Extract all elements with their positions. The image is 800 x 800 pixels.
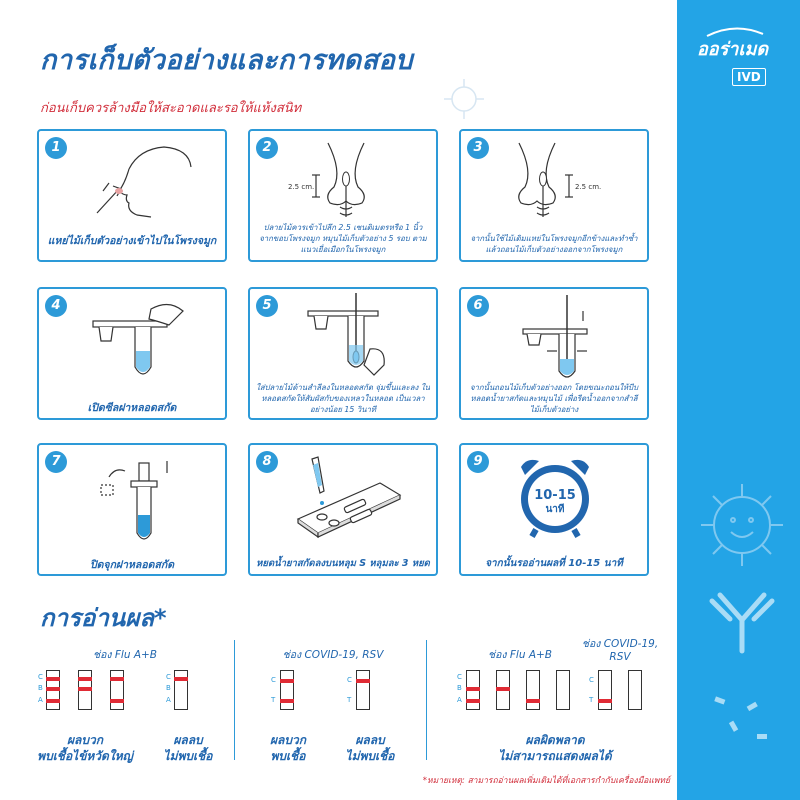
step-card-4 <box>37 287 227 420</box>
step-caption: จากนั้นรออ่านผลที่ 10-15 นาที <box>485 558 623 569</box>
result-line <box>598 699 612 703</box>
channel-label-covid: ช่อง COVID-19, RSV <box>581 638 659 663</box>
result-line <box>280 699 294 703</box>
strip-letter: T <box>271 696 276 704</box>
divider <box>234 640 235 760</box>
step-card-2 <box>248 129 438 262</box>
result-line <box>496 687 510 691</box>
step-number: 3 <box>467 137 489 159</box>
step-caption: เปิดซีลฝาหลอดสกัด <box>87 402 177 414</box>
molecule-decoration-icon <box>707 690 777 760</box>
result-line <box>280 679 294 683</box>
test-strip <box>466 670 480 710</box>
step-caption: จากนั้นใช้ไม้เดิมแหย่ในโพรงจมูกอีกข้างและทำซ้ำ แล้วถอนไม้เก็บตัวอย่างออกจากโพรงจมูก <box>470 234 638 254</box>
result-line <box>356 679 370 683</box>
channel-label: ช่อง Flu A+B <box>487 649 553 661</box>
close-cap-illustration <box>39 445 225 574</box>
channel-label: ช่อง COVID-19, RSV <box>282 649 384 661</box>
timer-value: 10-15 <box>534 488 576 503</box>
step-number: 6 <box>467 295 489 317</box>
step-card-3 <box>459 129 649 262</box>
step-caption: ปิดจุกฝาหลอดสกัด <box>89 559 175 571</box>
strip-letter: B <box>38 684 43 692</box>
step-caption: ปลายไม้ควรเข้าไปลึก 2.5 เซนติเมตรหรือ 1 นิ้ว จากขอบโพรงจมูก หมุนไม้เก็บตัวอย่าง 5 รอบ ตามแนวเยื่อเมือกในโพรงจมูก <box>259 223 427 254</box>
result-line <box>46 677 60 681</box>
strip-letter: A <box>38 696 43 704</box>
ivd-badge: IVD <box>732 68 766 86</box>
page-subtitle: ก่อนเก็บควรล้างมือให้สะอาดและรอให้แห้งสนิท <box>40 101 302 116</box>
step-card-8 <box>248 443 438 576</box>
test-strip <box>174 670 188 710</box>
channel-label: ช่อง Flu A+B <box>92 649 158 661</box>
footnote: *หมายเหตุ: สามารถอ่านผลเพิ่มเติมได้ที่เอกสารกำกับเครื่องมือแพทย์ <box>422 776 670 786</box>
antibody-decoration-icon <box>702 585 782 655</box>
brand-logo: ออร่าเมด <box>697 39 769 60</box>
step-caption: หยดน้ำยาสกัดลงบนหลุม S หลุมละ 3 หยด <box>256 558 430 569</box>
test-strip <box>280 670 294 710</box>
strip-letter: C <box>271 676 276 684</box>
test-strip <box>78 670 92 710</box>
step-number: 2 <box>256 137 278 159</box>
strip-letter: C <box>38 673 43 681</box>
step-card-5 <box>248 287 438 420</box>
test-strip <box>598 670 612 710</box>
result-line <box>526 699 540 703</box>
result-positive-covid: ผลบวก พบเชื้อ <box>269 733 306 763</box>
step-caption: แหย่ไม้เก็บตัวอย่างเข้าไปในโพรงจมูก <box>47 235 217 247</box>
timer-unit: นาที <box>545 504 565 515</box>
step-number: 9 <box>467 451 489 473</box>
test-strip <box>526 670 540 710</box>
result-line <box>466 699 480 703</box>
result-line <box>46 687 60 691</box>
test-strip <box>110 670 124 710</box>
result-line <box>110 699 124 703</box>
step-card-1 <box>37 129 227 262</box>
strip-letter: T <box>589 696 594 704</box>
strip-letter: B <box>457 684 462 692</box>
alarm-clock-illustration <box>461 445 647 574</box>
test-strip <box>356 670 370 710</box>
step-number: 7 <box>45 451 67 473</box>
result-negative-covid: ผลลบ ไม่พบเชื้อ <box>345 733 395 763</box>
result-line <box>110 677 124 681</box>
strip-letter: B <box>166 684 171 692</box>
step-number: 4 <box>45 295 67 317</box>
reading-title: การอ่านผล* <box>40 604 167 632</box>
strip-letter: A <box>457 696 462 704</box>
step-caption: ใส่ปลายไม้ด้านสำลีลงในหลอดสกัด จุ่มขึ้นและลง ในหลอดสกัดให้สัมผัสกับของเหลวในหลอด เป็นเวลาอย่างน้อย 15 วินาที <box>256 383 430 414</box>
result-negative-flu: ผลลบ ไม่พบเชื้อ <box>163 733 213 763</box>
step-number: 5 <box>256 295 278 317</box>
result-invalid: ผลผิดพลาด ไม่สามารถแสดงผลได้ <box>498 733 612 763</box>
step-number: 8 <box>256 451 278 473</box>
result-positive-flu: ผลบวก พบเชื้อไข้หวัดใหญ่ <box>37 733 133 763</box>
step-card-6 <box>459 287 649 420</box>
strip-letter: C <box>457 673 462 681</box>
test-strip <box>628 670 642 710</box>
brand-sidebar <box>677 0 800 800</box>
strip-letter: T <box>347 696 352 704</box>
strip-letter: C <box>166 673 171 681</box>
test-strip <box>556 670 570 710</box>
step-number: 1 <box>45 137 67 159</box>
page-title: การเก็บตัวอย่างและการทดสอบ <box>40 45 413 76</box>
test-strip <box>496 670 510 710</box>
step-card-9 <box>459 443 649 576</box>
divider <box>426 640 427 760</box>
result-line <box>174 677 188 681</box>
result-line <box>466 687 480 691</box>
result-line <box>78 687 92 691</box>
strip-letter: C <box>589 676 594 684</box>
step-card-7 <box>37 443 227 576</box>
virus-decoration-icon <box>687 470 797 580</box>
test-cassette-illustration <box>250 445 436 574</box>
step-caption: จากนั้นถอนไม้เก็บตัวอย่างออก โดยขณะถอนให้บีบหลอดน้ำยาสกัดและหมุนไม้ เพื่อรีดน้ำออกจากสำลีไม้เก็บตัวอย่าง <box>469 383 639 414</box>
result-line <box>46 699 60 703</box>
strip-letter: C <box>347 676 352 684</box>
measure-label: 2.5 cm. <box>288 183 315 191</box>
result-line <box>78 677 92 681</box>
strip-letter: A <box>166 696 171 704</box>
test-strip <box>46 670 60 710</box>
measure-label: 2.5 cm. <box>575 183 602 191</box>
virus-sketch-icon <box>440 75 488 123</box>
